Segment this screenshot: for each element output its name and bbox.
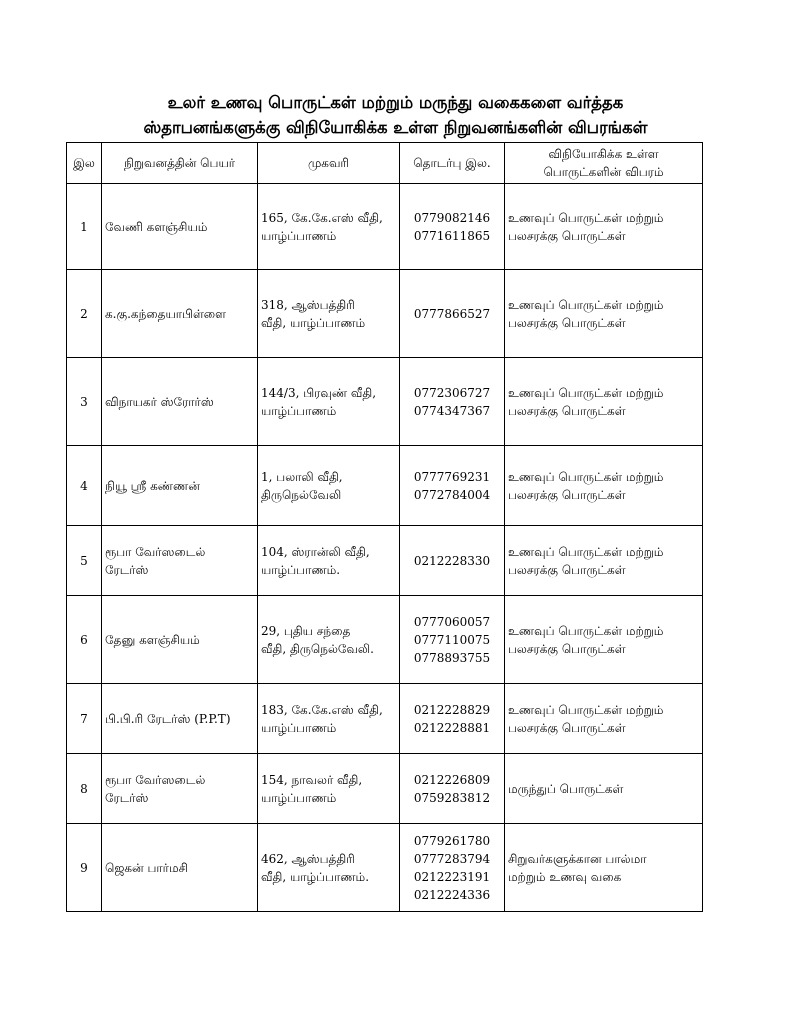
address-line: 165, கே.கே.எஸ் வீதி, [261, 210, 383, 225]
company-name-line: பி.பி.ரி ரேடர்ஸ் (P.P.T) [105, 711, 231, 726]
table-row [67, 526, 703, 596]
description-line: பலசரக்கு பொருட்கள் [508, 228, 626, 243]
address-line: 29, புதிய சந்தை [261, 623, 351, 638]
company-name-line: க.கு.கந்தையாபிள்ளை [105, 306, 226, 321]
phone-number: 0212224336 [413, 887, 491, 902]
goods-description [505, 596, 703, 684]
company-name [102, 754, 258, 824]
table-row [67, 596, 703, 684]
company-address [258, 270, 400, 358]
company-address [258, 184, 400, 270]
header-description-line: பொருட்களின் விபரம் [543, 165, 664, 179]
header-description [505, 143, 703, 184]
contact-numbers [400, 754, 505, 824]
description-line: பலசரக்கு பொருட்கள் [508, 315, 626, 330]
table-row [67, 684, 703, 754]
address-line: 144/3, பிரவுண் வீதி, [261, 385, 377, 400]
description-line: உணவுப் பொருட்கள் மற்றும் [508, 297, 664, 312]
company-name [102, 184, 258, 270]
row-number: 7 [67, 684, 102, 754]
row-number: 2 [67, 270, 102, 358]
address-line: வீதி, திருநெல்வேலி. [261, 641, 374, 656]
phone-number: 0778893755 [413, 650, 491, 665]
phone-number: 0772784004 [413, 487, 491, 502]
phone-number: 0212228829 [413, 702, 491, 717]
address-line: வீதி, யாழ்ப்பாணம் [261, 315, 366, 330]
address-line: 183, கே.கே.எஸ் வீதி, [261, 702, 383, 717]
company-name-line: தேனு களஞ்சியம் [105, 632, 200, 647]
company-address [258, 526, 400, 596]
contact-numbers [400, 824, 505, 912]
title-line-1: உலர் உணவு பொருட்கள் மற்றும் மருந்து வகைகளை வர்த்தக [167, 93, 624, 112]
phone-number: 0777283794 [413, 851, 491, 866]
company-address [258, 446, 400, 526]
description-line: மற்றும் உணவு வகை [508, 869, 622, 884]
table-row [67, 754, 703, 824]
goods-description [505, 270, 703, 358]
description-line: உணவுப் பொருட்கள் மற்றும் [508, 544, 664, 559]
phone-number: 0777866527 [413, 306, 491, 321]
row-number: 8 [67, 754, 102, 824]
header-no: இல [67, 143, 102, 184]
phone-number: 0774347367 [413, 403, 491, 418]
company-name-line: ரேடர்ஸ் [105, 562, 149, 577]
company-name [102, 684, 258, 754]
address-line: 1, பலாலி வீதி, [261, 469, 343, 484]
row-number: 6 [67, 596, 102, 684]
phone-number: 0779082146 [413, 210, 491, 225]
contact-numbers [400, 596, 505, 684]
company-name-line: ரூபா வேர்ஸடைல் [105, 544, 206, 559]
page-title [40, 90, 751, 140]
goods-description [505, 684, 703, 754]
goods-description [505, 526, 703, 596]
address-line: யாழ்ப்பாணம் [261, 403, 337, 418]
address-line: 154, நாவலர் வீதி, [261, 772, 363, 787]
table-row [67, 270, 703, 358]
header-description-line: விநியோகிக்க உள்ள [548, 147, 659, 161]
header-address: முகவரி [258, 143, 400, 184]
company-name-line: ஜெகன் பார்மசி [105, 860, 188, 875]
description-line: உணவுப் பொருட்கள் மற்றும் [508, 469, 664, 484]
row-number: 5 [67, 526, 102, 596]
company-name [102, 270, 258, 358]
address-line: யாழ்ப்பாணம் [261, 720, 337, 735]
description-line: பலசரக்கு பொருட்கள் [508, 720, 626, 735]
address-line: யாழ்ப்பாணம். [261, 562, 341, 577]
address-line: யாழ்ப்பாணம் [261, 228, 337, 243]
description-line: பலசரக்கு பொருட்கள் [508, 641, 626, 656]
company-name-line: ரேடர்ஸ் [105, 790, 149, 805]
company-name-line: வேணி களஞ்சியம் [105, 219, 208, 234]
row-number: 1 [67, 184, 102, 270]
phone-number: 0771611865 [413, 228, 491, 243]
phone-number: 0779261780 [413, 833, 491, 848]
company-name [102, 824, 258, 912]
title-line-2: ஸ்தாபனங்களுக்கு விநியோகிக்க உள்ள நிறுவனங்களின் விபரங்கள் [143, 118, 648, 137]
description-line: உணவுப் பொருட்கள் மற்றும் [508, 702, 664, 717]
header-name: நிறுவனத்தின் பெயர் [102, 143, 258, 184]
phone-number: 0212228330 [413, 553, 491, 568]
company-address [258, 824, 400, 912]
contact-numbers [400, 526, 505, 596]
goods-description [505, 754, 703, 824]
address-line: திருநெல்வேலி [261, 487, 342, 502]
phone-number: 0759283812 [413, 790, 491, 805]
distributors-table [66, 142, 703, 912]
description-line: பலசரக்கு பொருட்கள் [508, 403, 626, 418]
company-address [258, 596, 400, 684]
description-line: உணவுப் பொருட்கள் மற்றும் [508, 210, 664, 225]
header-phone: தொடர்பு இல. [400, 143, 505, 184]
address-line: வீதி, யாழ்ப்பாணம். [261, 869, 370, 884]
address-line: யாழ்ப்பாணம் [261, 790, 337, 805]
header-row [67, 143, 703, 184]
description-line: மருந்துப் பொருட்கள் [508, 781, 624, 796]
goods-description [505, 824, 703, 912]
row-number: 4 [67, 446, 102, 526]
description-line: பலசரக்கு பொருட்கள் [508, 562, 626, 577]
contact-numbers [400, 446, 505, 526]
company-address [258, 358, 400, 446]
table-row [67, 446, 703, 526]
phone-number: 0777769231 [413, 469, 491, 484]
table-row [67, 824, 703, 912]
phone-number: 0212223191 [413, 869, 491, 884]
company-name [102, 446, 258, 526]
goods-description [505, 446, 703, 526]
company-address [258, 684, 400, 754]
company-name-line: விநாயகர் ஸ்ரோர்ஸ் [105, 394, 214, 409]
description-line: உணவுப் பொருட்கள் மற்றும் [508, 385, 664, 400]
phone-number: 0212228881 [413, 720, 491, 735]
contact-numbers [400, 270, 505, 358]
table-row [67, 358, 703, 446]
contact-numbers [400, 358, 505, 446]
row-number: 3 [67, 358, 102, 446]
company-address [258, 754, 400, 824]
description-line: பலசரக்கு பொருட்கள் [508, 487, 626, 502]
contact-numbers [400, 684, 505, 754]
company-name [102, 358, 258, 446]
goods-description [505, 358, 703, 446]
company-name-line: நியூ ஸ்ரீ கண்ணன் [105, 478, 200, 493]
goods-description [505, 184, 703, 270]
phone-number: 0212226809 [413, 772, 491, 787]
address-line: 104, ஸ்ரான்லி வீதி, [261, 544, 370, 559]
phone-number: 0777110075 [413, 632, 491, 647]
description-line: சிறுவர்களுக்கான பால்மா [508, 851, 647, 866]
phone-number: 0777060057 [413, 614, 491, 629]
company-name-line: ரூபா வேர்ஸடைல் [105, 772, 206, 787]
address-line: 462, ஆஸ்பத்திரி [261, 851, 355, 866]
description-line: உணவுப் பொருட்கள் மற்றும் [508, 623, 664, 638]
contact-numbers [400, 184, 505, 270]
row-number: 9 [67, 824, 102, 912]
table-row [67, 184, 703, 270]
company-name [102, 526, 258, 596]
address-line: 318, ஆஸ்பத்திரி [261, 297, 355, 312]
company-name [102, 596, 258, 684]
phone-number: 0772306727 [413, 385, 491, 400]
